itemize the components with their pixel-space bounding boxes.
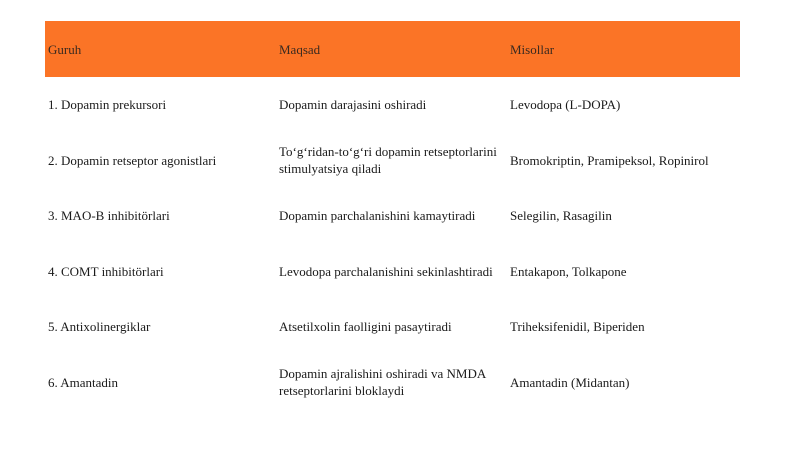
- cell-purpose: Dopamin parchalanishini kamaytiradi: [279, 208, 476, 224]
- cell-purpose: Dopamin ajralishini oshiradi va NMDA retseptorlarini bloklaydi: [279, 366, 486, 399]
- drug-groups-table: [45, 21, 740, 410]
- table-header: [45, 21, 740, 77]
- cell-group: 4. COMT inhibitörlari: [48, 263, 164, 279]
- cell-group: 5. Antixolinergiklar: [48, 319, 151, 335]
- table-row: [45, 188, 740, 244]
- table-row: [45, 299, 740, 355]
- cell-purpose: Levodopa parchalanishini sekinlashtiradi: [279, 263, 493, 279]
- table-row: [45, 355, 740, 411]
- header-group: Guruh: [48, 41, 82, 57]
- cell-purpose: Atsetilxolin faolligini pasaytiradi: [279, 319, 452, 335]
- cell-examples: Levodopa (L-DOPA): [510, 97, 621, 113]
- cell-group: 2. Dopamin retseptor agonistlari: [48, 152, 217, 168]
- cell-group: 1. Dopamin prekursori: [48, 97, 167, 113]
- cell-examples: Amantadin (Midantan): [510, 374, 630, 390]
- cell-purpose: Dopamin darajasini oshiradi: [279, 97, 427, 113]
- cell-group: 6. Amantadin: [48, 374, 119, 390]
- cell-group: 3. MAO-B inhibitörlari: [48, 208, 170, 224]
- table-row: [45, 133, 740, 189]
- header-examples: Misollar: [510, 41, 555, 57]
- cell-examples: Selegilin, Rasagilin: [510, 208, 612, 224]
- table-row: [45, 244, 740, 300]
- cell-examples: Triheksifenidil, Biperiden: [510, 319, 645, 335]
- table-row: [45, 77, 740, 133]
- cell-purpose: To‘g‘ridan-to‘g‘ri dopamin retseptorlarini stimulyatsiya qiladi: [279, 144, 497, 177]
- cell-examples: Entakapon, Tolkapone: [510, 263, 627, 279]
- cell-examples: Bromokriptin, Pramipeksol, Ropinirol: [510, 152, 709, 168]
- header-purpose: Maqsad: [279, 41, 321, 57]
